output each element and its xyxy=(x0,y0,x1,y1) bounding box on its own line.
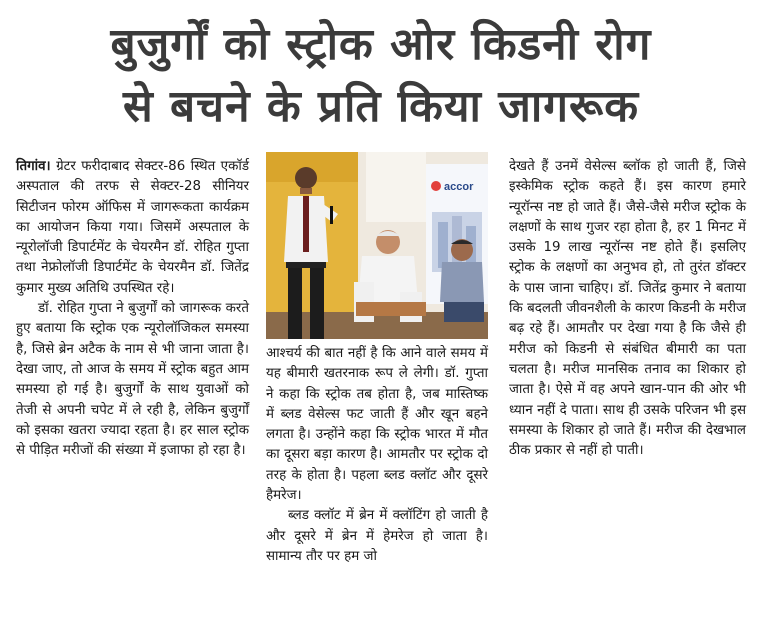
banner-logo-text: accor xyxy=(444,181,474,193)
article-paragraph: आश्चर्य की बात नहीं है कि आने वाले समय में यह बीमारी खतरनाक रूप ले लेगी। डॉ. गुप्ता ने कहा कि स्ट्रोक तब होता है, जब मास्तिष्क में ब्लड वेसेल्स फट जाती हैं और खून बहने लगता है। उन्होंने कहा कि स्ट्रोक भारत में मौत का दूसरा बड़ा कारण है। आमतौर पर स्ट्रोक दो तरह के होता है। पहला ब्लड क्लॉट और दूसरे हैमरेज। xyxy=(266,346,488,504)
paragraph-text: ग्रेटर फरीदाबाद सेक्टर-86 स्थित एकॉर्ड अस्पताल की तरफ से सेक्टर-28 सीनियर सिटीजन फोरम ऑफिस में जागरूकता कार्यक्रम का आयोजन किया गया। जिसमें अस्पताल के न्यूरोलॉजी डिपार्टमेंट के चेयरमैन डॉ. रोहित गुप्ता तथा नेफ्रोलॉजी डिपार्टमेंट के चेयरमैन डॉ. जितेंद्र कुमार मुख्य अतिथि उपस्थित रहे। xyxy=(16,159,249,296)
article-paragraph xyxy=(16,157,249,299)
article-paragraph: ब्लड क्लॉट में ब्रेन में क्लॉटिंग हो जाती है और दूसरे में ब्रेन में हेमरेज हो जाता है। सामान्य तौर पर हम जो xyxy=(266,508,488,564)
article-paragraph: डॉ. रोहित गुप्ता ने बुजुर्गों को जागरूक करते हुए बताया कि स्ट्रोक एक न्यूरोलॉजिकल समस्या है, जिसे ब्रेन अटैक के नाम से भी जाना जाता है। देखा जाए, तो आज के समय में स्ट्रोक बहुत आम समस्या हो गई है। बुजुर्गों के साथ युवाओं को तेजी से अपनी चपेट में ले रही है, लेकिन बुजुर्गों को इसका खतरा ज्यादा रहता है। हर साल स्ट्रोक से पीड़ित मरीजों की संख्या में इजाफा हो रहा है। xyxy=(16,301,249,459)
dateline: तिगांव। xyxy=(16,159,51,174)
headline xyxy=(0,14,762,138)
event-photo xyxy=(266,152,488,339)
article-column-3 xyxy=(509,157,746,461)
headline-line-2: से बचने के प्रति किया जागरूक xyxy=(122,81,640,132)
article-paragraph: देखते हैं उनमें वेसेल्स ब्लॉक हो जाती हैं, जिसे इस्केमिक स्ट्रोक कहते हैं। इस कारण हमारे न्यूरॉन्स नष्ट हो जाते हैं। जैसे-जैसे मरीज स्ट्रोक के लक्षणों के साथ गुजर रहा होता है, हर 1 मिनट में उसके 19 लाख न्यूरॉन्स नष्ट होते हैं। इसलिए स्ट्रोक के लक्षणों का अनुभव हो, तो तुरंत डॉक्टर के पास जाना चाहिए। डॉ. जितेंद्र कुमार ने बताया कि बदलती जीवनशैली के कारण किडनी के मरीज बढ़ रहे हैं। आमतौर पर देखा गया है कि जैसे ही मरीज को किडनी से संबंधित बीमारी का पता चलता है। मरीज मानसिक तनाव का शिकार हो जाता है। ऐसे में वह अपने खान-पान की ओर भी ध्यान नहीं दे पाता। साथ ही उसके परिजन भी इस समस्या के शिकार हो जाते हैं। मरीज की देखभाल ठीक प्रकार से नहीं हो पाती। xyxy=(509,159,746,459)
article-column-2 xyxy=(266,344,488,567)
headline-line-1: बुजुर्गों को स्ट्रोक ओर किडनी रोग xyxy=(110,19,652,70)
article-column-1 xyxy=(16,157,249,461)
